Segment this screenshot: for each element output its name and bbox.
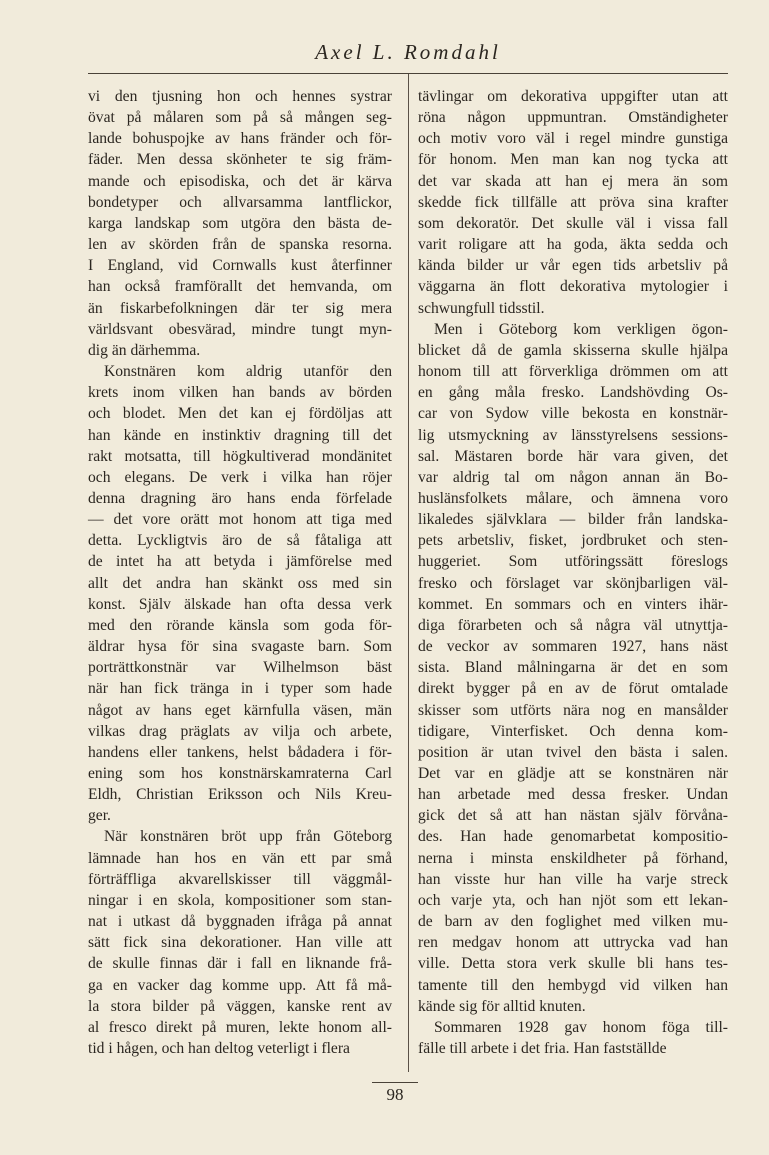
text-line: sätt fick sina dekorationer. Han ville att xyxy=(88,934,392,952)
text-line: han också framförallt det hemvanda, om xyxy=(88,278,392,296)
text-line: varit roligare att ha goda, äkta sedda och xyxy=(418,236,728,254)
text-line: tid i hågen, och han deltog veterligt i flera xyxy=(88,1040,350,1058)
text-line: förträffliga akvarellskisser till väggmål- xyxy=(88,870,392,888)
text-line: huslänsfolkets målare, och ämnena voro xyxy=(418,489,728,507)
text-line: Men i Göteborg kom verkligen ögon- xyxy=(434,320,728,338)
text-line: kommet. En sommars och en vinters ihär- xyxy=(418,595,728,613)
text-line: honom till att förverkliga drömmen om att xyxy=(418,363,728,381)
text-line: rakt motsatta, till högkultiverad mondänitet xyxy=(88,447,392,465)
text-line: handens eller tankens, helst bådadera i för- xyxy=(88,743,392,761)
text-line: Eldh, Christian Eriksson och Nils Kreu- xyxy=(88,786,392,804)
text-line: ga en vacker dag komme upp. Att få må- xyxy=(88,976,392,994)
page-header xyxy=(88,34,728,74)
text-line: skisser som utförts nära nog en mansålder xyxy=(418,701,728,719)
text-line: car von Sydow ville bekosta en konstnär- xyxy=(418,405,728,423)
text-line: de intet ha att betyda i jämförelse med xyxy=(88,553,392,571)
text-line: karga landskap som utgöra den bästa de- xyxy=(88,214,392,232)
text-line: ren medgav honom att uttrycka vad han xyxy=(418,934,728,952)
text-line: lande bohuspojke av hans fränder och för- xyxy=(88,130,392,148)
text-line: äldrar hysa för sina svagaste barn. Som xyxy=(88,638,392,656)
text-line: och elegans. De verk i vilka han röjer xyxy=(88,468,392,486)
text-line: fresko och förslaget var skönjbarligen väl- xyxy=(418,574,728,592)
text-line: tamente till den hembygd vid vilken han xyxy=(418,976,728,994)
text-line: vilkas drag präglats av vilja och arbete, xyxy=(88,722,392,740)
text-line: det var skada att han ej mera än som xyxy=(418,172,728,190)
text-line: detta. Lyckligtvis äro de så fåtaliga att xyxy=(88,532,392,550)
text-line: position är utan tvivel den bästa i salen. xyxy=(418,743,728,761)
text-line: krets inom vilken han bands av börden xyxy=(88,384,392,402)
text-line: tävlingar om dekorativa uppgifter utan att xyxy=(418,88,728,105)
text-line: konst. Själv älskade han ofta dessa verk xyxy=(88,595,392,613)
text-line: var aldrig tal om någon annan än Bo- xyxy=(418,468,728,486)
text-line: vi den tjusning hon och hennes systrar xyxy=(88,88,392,105)
text-line: la stora bilder på väggen, kanske rent av xyxy=(88,997,392,1015)
text-line: väggarna än flott dekorativa mytologier i xyxy=(418,278,728,296)
text-line: lämnade han hos en vän ett par små xyxy=(88,849,392,867)
text-line: allt det andra han skänkt oss med sin xyxy=(88,574,392,592)
left-column xyxy=(88,86,392,1059)
text-line: gick det så att han nästan själv förvåna- xyxy=(418,807,728,825)
text-line: dig än därhemma. xyxy=(88,341,201,359)
text-line: röna någon uppmuntran. Omständigheter xyxy=(418,109,728,127)
text-line: ening som hos konstnärskamraterna Carl xyxy=(88,765,392,782)
page-number: 98 xyxy=(386,1085,404,1104)
text-line: fälle till arbete i det fria. Han fastställde xyxy=(418,1040,667,1058)
text-line: sista. Bland målningarna är det en som xyxy=(418,659,728,677)
text-line: och motiv voro väl i regel mindre gunstiga xyxy=(418,130,728,148)
text-line: kände sig för alltid knuten. xyxy=(418,997,586,1015)
text-line: ville. Detta stora verk skulle bli hans tes- xyxy=(418,955,728,973)
text-line: skedde fick tillfälle att pröva sina krafter xyxy=(418,193,728,211)
text-line: des. Han hade genomarbetat kompositio- xyxy=(418,828,728,846)
text-line: de veckor av sommaren 1927, hans näst xyxy=(418,638,728,656)
text-line: Sommaren 1928 gav honom föga till- xyxy=(434,1018,728,1036)
text-line: världsvant obesvärad, mindre tungt myn- xyxy=(88,320,392,338)
text-line: när han fick tränga in i typer som hade xyxy=(88,680,392,698)
footer-rule xyxy=(372,1082,418,1083)
text-line: al fresco direkt på muren, lekte honom all- xyxy=(88,1018,392,1036)
text-line: de barn av den foglighet med vilken mu- xyxy=(418,913,728,931)
text-line: en gång måla fresko. Landshövding Os- xyxy=(418,384,728,402)
text-line: lig utsmyckning av länsstyrelsens sessions- xyxy=(418,426,728,444)
text-line: blicket då de gamla skisserna skulle hjälpa xyxy=(418,341,728,359)
text-line: denna dragning äro hans enda förfelade xyxy=(88,489,392,507)
text-line: något av hans eget kärnfulla väsen, män xyxy=(88,701,392,719)
running-head: Axel L. Romdahl xyxy=(315,40,501,64)
text-line: han arbetade med dessa fresker. Undan xyxy=(418,786,728,804)
text-line: porträttkonstnär var Wilhelmson bäst xyxy=(88,659,392,677)
text-line: I England, vid Cornwalls kust återfinner xyxy=(88,257,392,275)
text-line: — det vore orätt mot honom att tiga med xyxy=(88,511,392,529)
text-line: likaledes självklara — bilder från landska- xyxy=(418,511,728,529)
text-line: bondetyper och allvarsamma lantflickor, xyxy=(88,193,392,211)
column-divider xyxy=(408,74,409,1072)
text-line: och blodet. Men det kan ej fördöljas att xyxy=(88,405,392,423)
text-line: fäder. Men dessa skönheter te sig främ- xyxy=(88,151,392,169)
text-line: övat på målaren som på så mången seg- xyxy=(88,109,392,127)
text-line: nerna i minsta enskildheter på förhand, xyxy=(418,849,728,867)
text-line: som dekoratör. Det skulle väl i vissa fall xyxy=(418,214,728,232)
text-line: och varje yta, och han njöt som ett lekan- xyxy=(418,891,728,909)
text-line: Konstnären kom aldrig utanför den xyxy=(104,363,392,381)
text-line: nat i utkast då byggnaden ifråga på annat xyxy=(88,913,392,931)
text-line: för honom. Men man kan nog tycka att xyxy=(418,151,728,169)
text-line: ger. xyxy=(88,807,111,825)
text-line: diga förarbeten och så några väl utnyttja- xyxy=(418,616,728,634)
text-line: tidigare, Vinterfisket. Och denna kom- xyxy=(418,722,728,740)
text-line: mande och episodiska, och det är kärva xyxy=(88,172,392,190)
text-line: sal. Mästaren borde här vara given, det xyxy=(418,447,728,465)
text-line: direkt bygger på en av de förut omtalade xyxy=(418,680,728,698)
text-line: kända bilder ur vår egen tids arbetsliv på xyxy=(418,257,728,275)
text-line: schwungfull tidsstil. xyxy=(418,299,545,317)
text-line: len av skörden från de spanska resorna. xyxy=(88,236,392,254)
text-line: han kände en instinktiv dragning till det xyxy=(88,426,392,444)
text-line: än fiskarbefolkningen där ter sig mera xyxy=(88,299,392,317)
text-line: de skulle finnas där i fall en liknande frå- xyxy=(88,955,392,973)
text-line: han visste hur han ville ha varje streck xyxy=(418,870,728,888)
right-column xyxy=(418,86,728,1059)
text-line: Det var en glädje att se konstnären när xyxy=(418,765,728,782)
text-line: ningar i en skola, kompositioner som stan- xyxy=(88,891,392,909)
text-line: huggeriet. Som utföringssätt föreslogs xyxy=(418,553,728,571)
text-line: När konstnären bröt upp från Göteborg xyxy=(104,828,392,846)
text-line: pets arbetsliv, fisket, jordbruket och sten- xyxy=(418,532,728,550)
text-line: med den rörande känsla som goda för- xyxy=(88,616,392,634)
